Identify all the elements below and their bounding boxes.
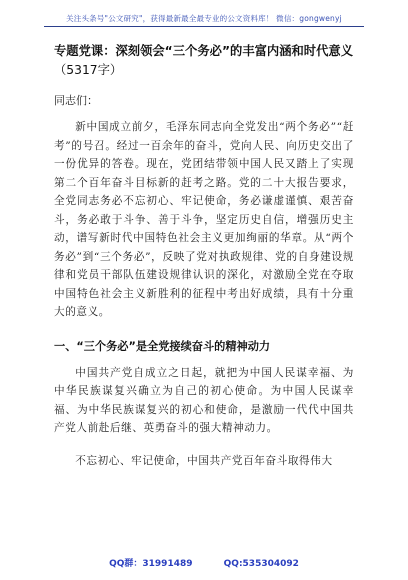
- qq-number: QQ:535304092: [223, 559, 299, 569]
- qq-group: QQ群：31991489: [109, 559, 193, 569]
- paragraph: 不忘初心、牢记使命，中国共产党百年奋斗取得伟大: [75, 454, 333, 467]
- header-banner: 关注头条号"公文研究"，获得最新最全最专业的公文资料库！ 微信：gongwenyj: [66, 14, 342, 23]
- paragraph: 中国共产党自成立之日起，就把为中国人民谋幸福、为中华民族谋复兴确立为自己的初心使命。为中国人民谋幸福、为中华民族谋复兴的初心和使命，是激励一代代中国共产党人前赴后继、英勇奋斗的强大精神动力。: [54, 366, 354, 434]
- document-body: [54, 42, 354, 470]
- section-heading: 一、“三个务必”是全党接续奋斗的精神动力: [54, 339, 271, 353]
- title-text: 专题党课：深刻领会“三个务必”的丰富内涵和时代意义: [54, 44, 353, 58]
- page-footer: [0, 556, 408, 569]
- greeting: 同志们：: [54, 94, 98, 107]
- page-header: [44, 6, 364, 27]
- word-count: （5317字）: [54, 63, 123, 77]
- document-title: [54, 42, 354, 80]
- paragraph: 新中国成立前夕，毛泽东同志向全党发出“两个务必”“赶考”的号召。经过一百余年的奋斗，党向人民、向历史交出了一份优异的答卷。现在，党团结带领中国人民又踏上了实现第二个百年奋斗目标新的赶考之路。党的二十大报告要求，全党同志务必不忘初心、牢记使命，务必谦虚谨慎、艰苦奋斗，务必敢于斗争、善于斗争，坚定历史自信，增强历史主动，谱写新时代中国特色社会主义更加绚丽的华章。从“两个务必”到“三个务必”，反映了党对执政规律、党的自身建设规律和党员干部队伍建设规律认识的深化，对激励全党在夺取中国特色社会主义新胜利的征程中考出好成绩，具有十分重大的意义。: [54, 121, 354, 318]
